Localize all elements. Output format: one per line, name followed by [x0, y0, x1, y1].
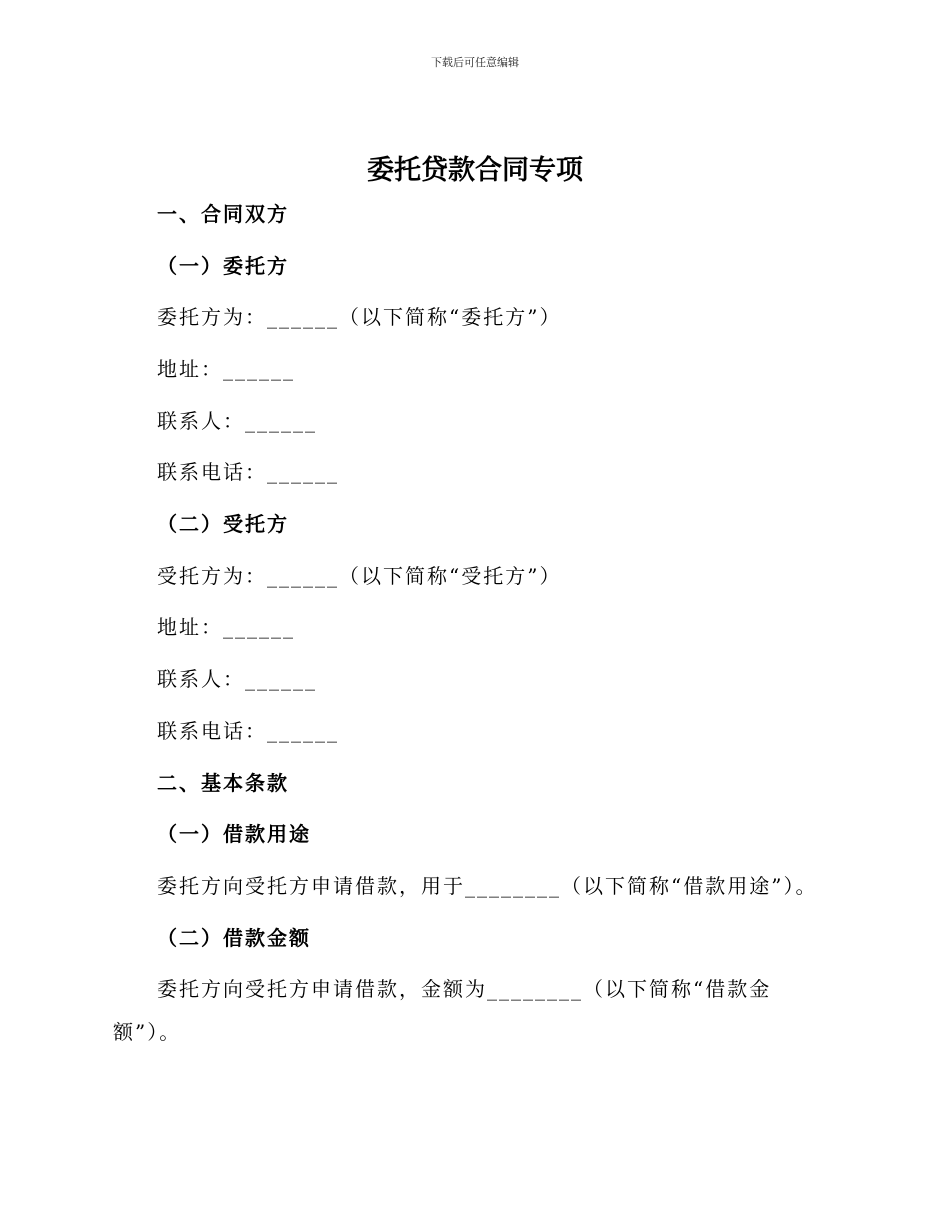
principal-address-line: 地址：______	[157, 357, 295, 381]
trustee-name-line: 受托方为：______（以下简称“受托方”）	[157, 564, 562, 588]
trustee-phone-line: 联系电话：______	[157, 719, 339, 743]
section-heading-basic-terms: 二、基本条款	[157, 771, 289, 795]
loan-purpose-paragraph: 委托方向受托方申请借款，用于________（以下简称“借款用途”）。	[157, 874, 818, 898]
subheading-loan-amount: （二）借款金额	[157, 926, 311, 950]
subheading-trustee: （二）受托方	[157, 512, 289, 536]
subheading-loan-purpose: （一）借款用途	[157, 822, 311, 846]
subheading-principal: （一）委托方	[157, 254, 289, 278]
section-heading-parties: 一、合同双方	[157, 202, 289, 226]
trustee-contact-line: 联系人：______	[157, 667, 317, 691]
page-header-note: 下载后可任意编辑	[431, 56, 519, 69]
principal-contact-line: 联系人：______	[157, 409, 317, 433]
loan-amount-paragraph-line1: 委托方向受托方申请借款，金额为________（以下简称“借款金	[157, 977, 772, 1001]
loan-amount-paragraph-line2: 额”）。	[113, 1020, 182, 1044]
principal-name-line: 委托方为：______（以下简称“委托方”）	[157, 305, 562, 329]
principal-phone-line: 联系电话：______	[157, 460, 339, 484]
trustee-address-line: 地址：______	[157, 615, 295, 639]
document-title: 委托贷款合同专项	[367, 155, 583, 186]
